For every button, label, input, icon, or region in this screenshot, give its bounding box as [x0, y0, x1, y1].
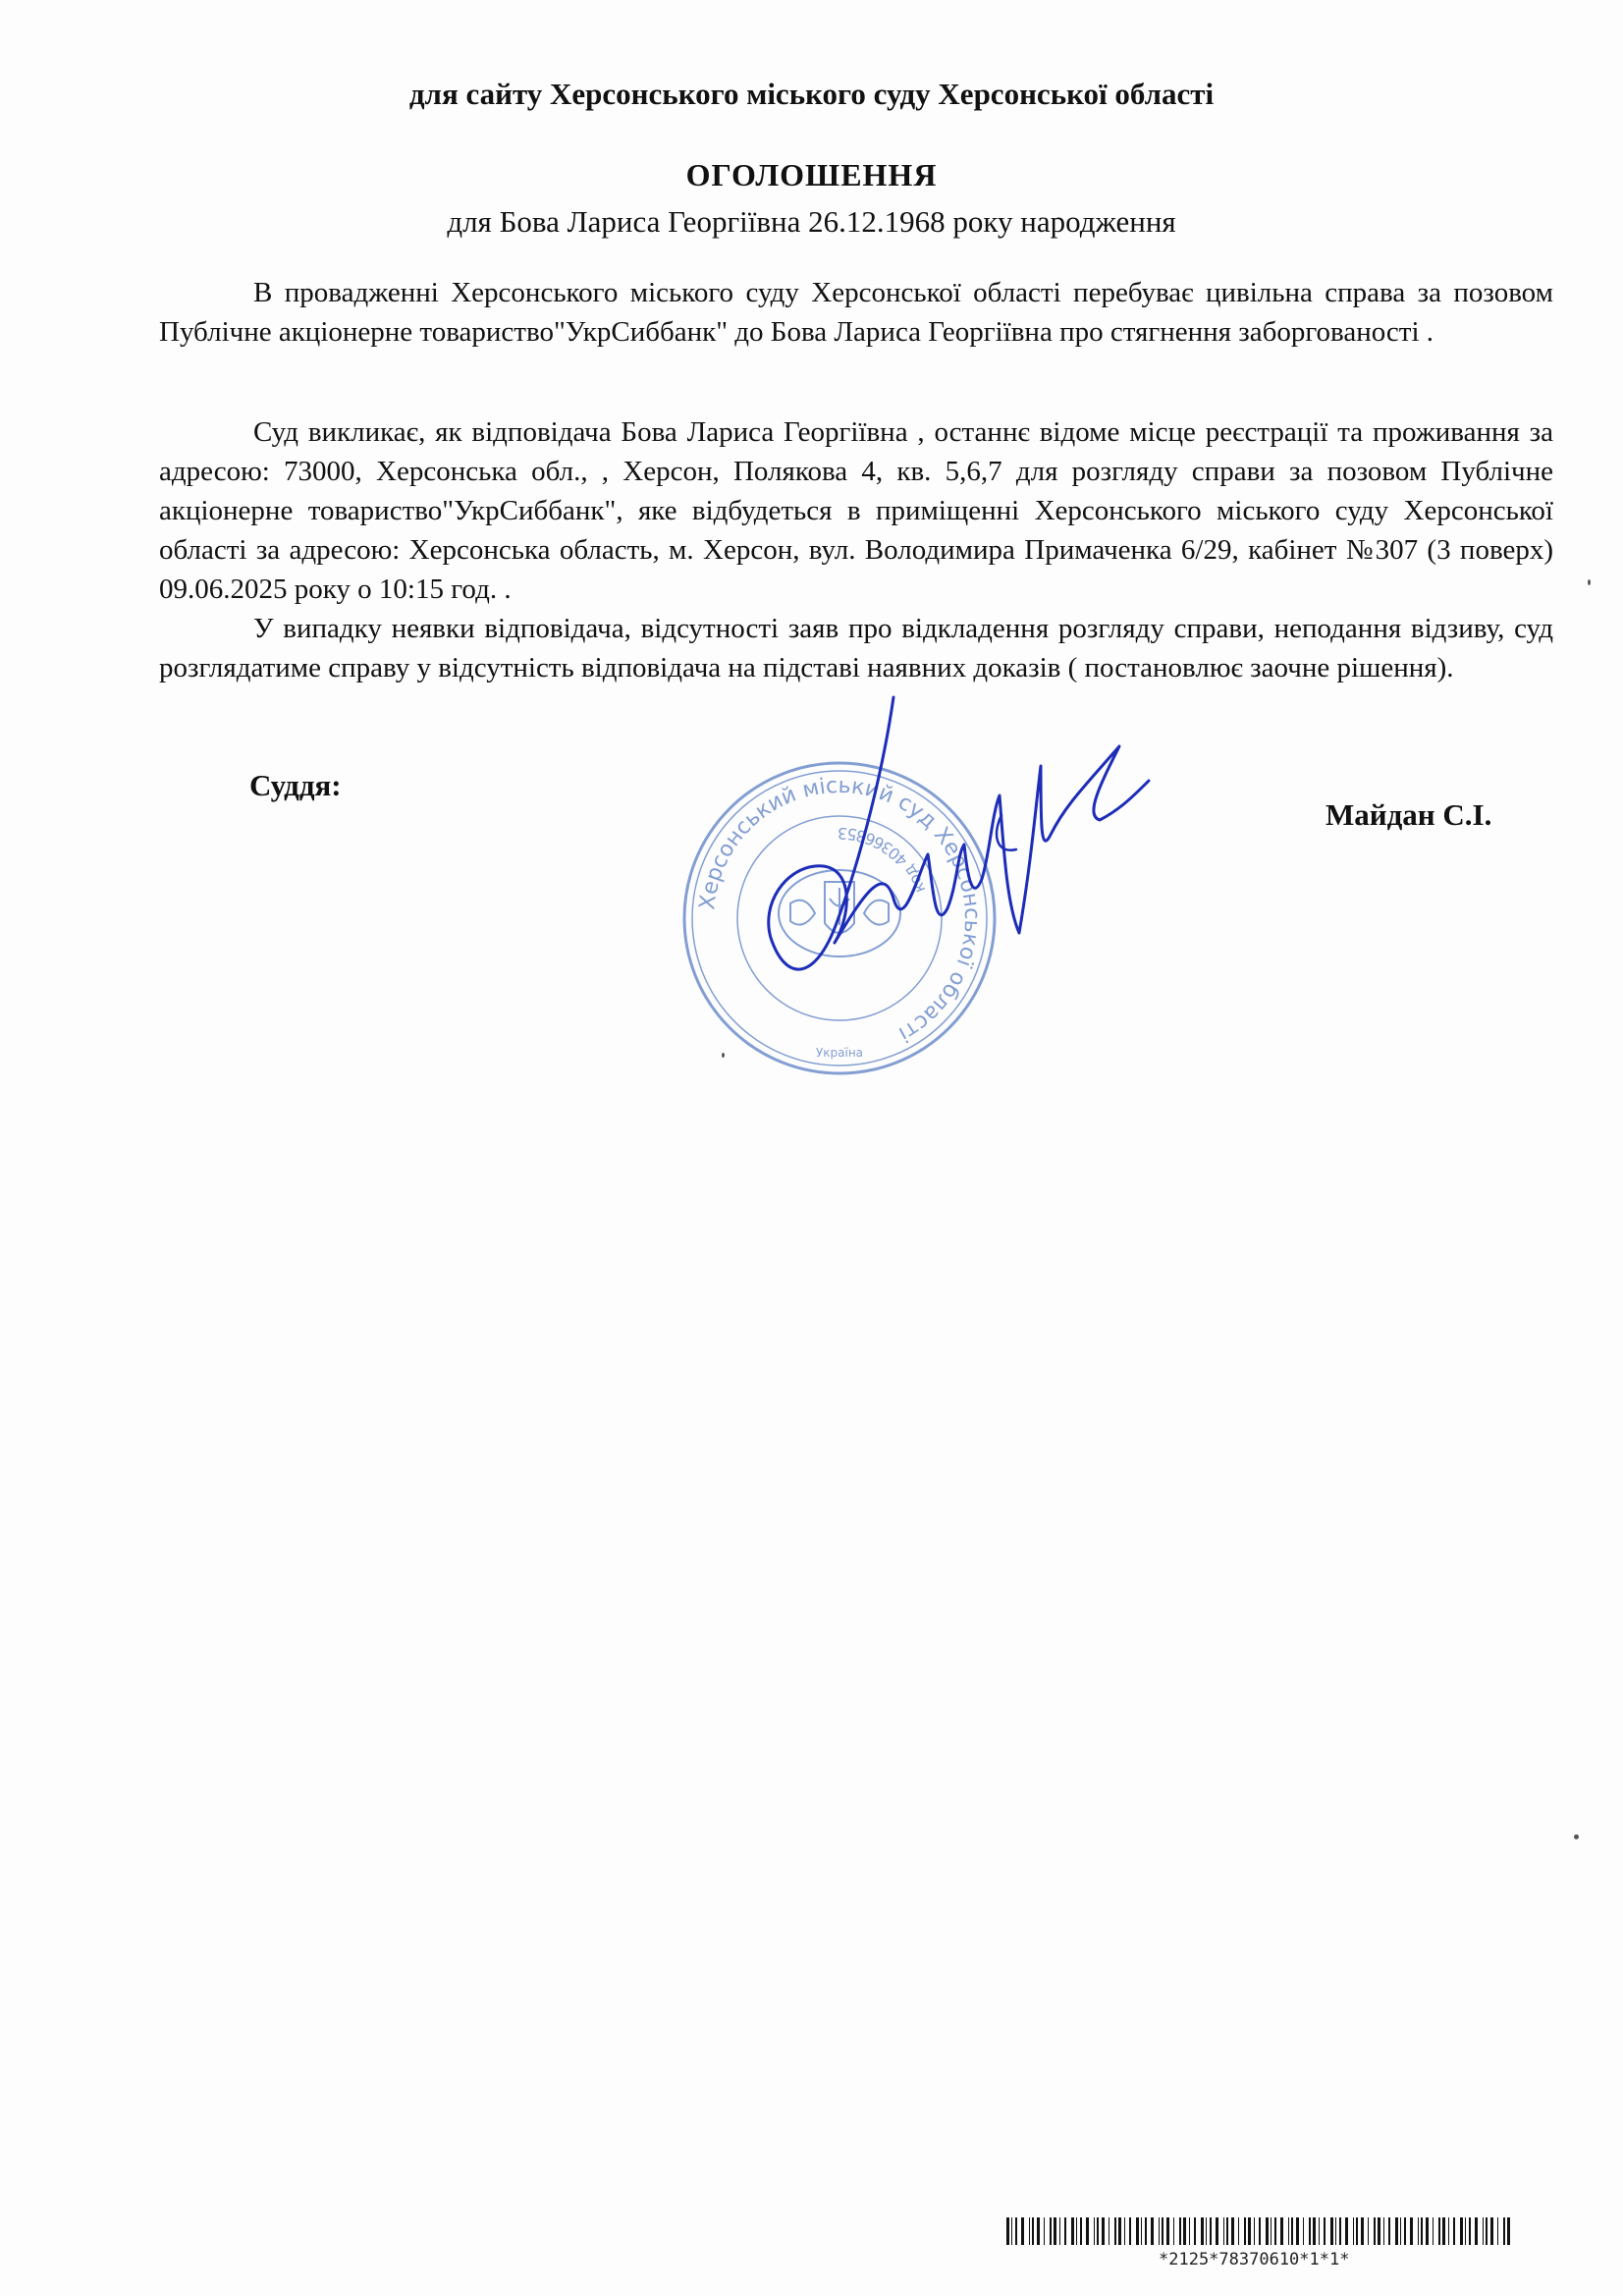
- seal-inner-text: код 40366853: [837, 823, 930, 896]
- barcode-bar: [1465, 2217, 1466, 2245]
- barcode-bar: [1383, 2217, 1384, 2245]
- barcode-bar: [1330, 2217, 1333, 2245]
- barcode-bar: [1288, 2217, 1289, 2245]
- barcode-text: *2125*78370610*1*1*: [1159, 2250, 1350, 2269]
- barcode-bar: [1151, 2217, 1154, 2245]
- barcode-bar: [1313, 2217, 1316, 2245]
- barcode-bar: [1448, 2217, 1449, 2245]
- barcode-bar: [1086, 2217, 1089, 2245]
- barcode-bar: [1438, 2217, 1440, 2245]
- barcode-bar: [1374, 2217, 1376, 2245]
- barcode-bar: [1145, 2217, 1147, 2245]
- barcode-bar: [1118, 2217, 1121, 2245]
- barcode-bar: [1426, 2217, 1429, 2245]
- barcode-bar: [1216, 2217, 1218, 2245]
- barcode-bar: [1080, 2217, 1082, 2245]
- scan-speck: [1588, 579, 1591, 585]
- barcode-bar: [1136, 2217, 1139, 2245]
- barcode-bar: [1231, 2217, 1234, 2245]
- document-barcode: [1006, 2217, 1517, 2245]
- barcode-bar: [1388, 2217, 1390, 2245]
- barcode-bar: [1404, 2217, 1406, 2245]
- barcode-bar: [1453, 2217, 1455, 2245]
- barcode-bar: [1309, 2217, 1311, 2245]
- barcode-bar: [1054, 2217, 1056, 2245]
- barcode-bar: [1280, 2217, 1283, 2245]
- barcode-bar: [1097, 2217, 1099, 2245]
- barcode-bar: [1071, 2217, 1074, 2245]
- barcode-bar: [1064, 2217, 1066, 2245]
- barcode-bar: [1162, 2217, 1163, 2245]
- barcode-bar: [1507, 2217, 1510, 2245]
- barcode-bar: [1254, 2217, 1255, 2245]
- barcode-bar: [1059, 2217, 1060, 2245]
- scan-speck: [1574, 1834, 1579, 1839]
- barcode-bar: [1029, 2217, 1030, 2245]
- barcode-bar: [1223, 2217, 1224, 2245]
- barcode-bar: [1345, 2217, 1348, 2245]
- barcode-bar: [1032, 2217, 1034, 2245]
- barcode-bar: [1353, 2217, 1354, 2245]
- barcode-bar: [1011, 2217, 1012, 2245]
- barcode-bar: [1183, 2217, 1186, 2245]
- barcode-bar: [1303, 2217, 1304, 2245]
- barcode-bar: [1201, 2217, 1204, 2245]
- barcode-bar: [1410, 2217, 1413, 2245]
- barcode-bar: [1460, 2217, 1463, 2245]
- barcode-bar: [1433, 2217, 1434, 2245]
- barcode-bar: [1076, 2217, 1077, 2245]
- barcode-bar: [1490, 2217, 1493, 2245]
- summons-paragraph: Суд викликає, як відповідача Бова Лариса Георгіївна , останнє відоме місце реєстрації та проживання за адресою: 73000, Херсонська обл., , Херсон, Полякова 4, кв. 5,6,7 для розгляду справи за позовом Публічне акціонерне товариство"УкрСиббанк", яке відбудеться в приміщенні Херсонського міського суду Херсонської області за адресою: Херсонська область, м. Херсон, вул. Володимира Примаченка 6/29, кабінет №307 (3 поверх) 09.06.2025 року о 10:15 год. .: [159, 416, 1553, 605]
- barcode-bar: [1021, 2217, 1024, 2245]
- barcode-bar: [1497, 2217, 1498, 2245]
- barcode-bar: [1296, 2217, 1299, 2245]
- barcode-bar: [1129, 2217, 1131, 2245]
- barcode-bar: [1356, 2217, 1358, 2245]
- barcode-bar: [1483, 2217, 1484, 2245]
- barcode-bar: [1503, 2217, 1505, 2245]
- barcode-bar: [1141, 2217, 1142, 2245]
- judge-signature: [746, 687, 1159, 1002]
- barcode-bar: [1319, 2217, 1320, 2245]
- barcode-bar: [1378, 2217, 1380, 2245]
- document-heading: ОГОЛОШЕННЯ: [685, 157, 938, 192]
- barcode-bar: [1486, 2217, 1488, 2245]
- barcode-bar: [1259, 2217, 1261, 2245]
- barcode-bar: [1238, 2217, 1239, 2245]
- barcode-bar: [1291, 2217, 1293, 2245]
- barcode-bar: [1015, 2217, 1017, 2245]
- barcode-bar: [1361, 2217, 1364, 2245]
- site-title: для сайту Херсонського міського суду Херсонської області: [408, 77, 1215, 111]
- barcode-bar: [1173, 2217, 1174, 2245]
- barcode-bar: [1339, 2217, 1341, 2245]
- barcode-bar: [1166, 2217, 1169, 2245]
- barcode-bar: [1226, 2217, 1228, 2245]
- barcode-bar: [1248, 2217, 1251, 2245]
- barcode-bar: [1368, 2217, 1369, 2245]
- barcode-bar: [1194, 2217, 1196, 2245]
- barcode-bar: [1102, 2217, 1105, 2245]
- barcode-bar: [1244, 2217, 1246, 2245]
- barcode-bar: [1418, 2217, 1419, 2245]
- judge-label: Суддя:: [249, 768, 342, 802]
- case-paragraph: В провадженні Херсонського міського суду Херсонської області перебуває цивільна справа за позовом Публічне акціонерне товариство"УкрСиббанк" до Бова Лариса Георгіївна про стягнення заборгованості .: [159, 277, 1553, 348]
- barcode-bar: [1050, 2217, 1052, 2245]
- barcode-bar: [1274, 2217, 1276, 2245]
- barcode-bar: [1037, 2217, 1040, 2245]
- barcode-bar: [1210, 2217, 1212, 2245]
- barcode-bar: [1159, 2217, 1160, 2245]
- seal-bottom-text: Україна: [815, 1046, 864, 1060]
- barcode-bar: [1324, 2217, 1325, 2245]
- barcode-bar: [1006, 2217, 1009, 2245]
- barcode-bar: [1124, 2217, 1125, 2245]
- barcode-bar: [1335, 2217, 1336, 2245]
- barcode-bar: [1114, 2217, 1116, 2245]
- barcode-bar: [1469, 2217, 1471, 2245]
- barcode-bar: [1206, 2217, 1207, 2245]
- barcode-bar: [1179, 2217, 1181, 2245]
- default-judgment-paragraph: У випадку неявки відповідача, відсутності заяв про відкладення розгляду справи, неподання відзиву, суд розглядатиме справу у відсутність відповідача на підставі наявних доказів ( постановлює заочне рішення).: [159, 613, 1553, 683]
- barcode-bar: [1395, 2217, 1398, 2245]
- addressee-line: для Бова Лариса Георгіївна 26.12.1968 року народження: [447, 204, 1176, 239]
- barcode-bar: [1475, 2217, 1478, 2245]
- judge-name: Майдан С.І.: [1325, 797, 1492, 832]
- barcode-bar: [1421, 2217, 1423, 2245]
- barcode-bar: [1442, 2217, 1445, 2245]
- barcode-bar: [1189, 2217, 1190, 2245]
- seal-outer-text: Херсонський міський суд Херсонської області: [695, 773, 985, 1047]
- barcode-bar: [1400, 2217, 1401, 2245]
- barcode-bar: [1266, 2217, 1269, 2245]
- barcode-bar: [1044, 2217, 1045, 2245]
- barcode-bar: [1094, 2217, 1095, 2245]
- scan-speck: [722, 1053, 725, 1058]
